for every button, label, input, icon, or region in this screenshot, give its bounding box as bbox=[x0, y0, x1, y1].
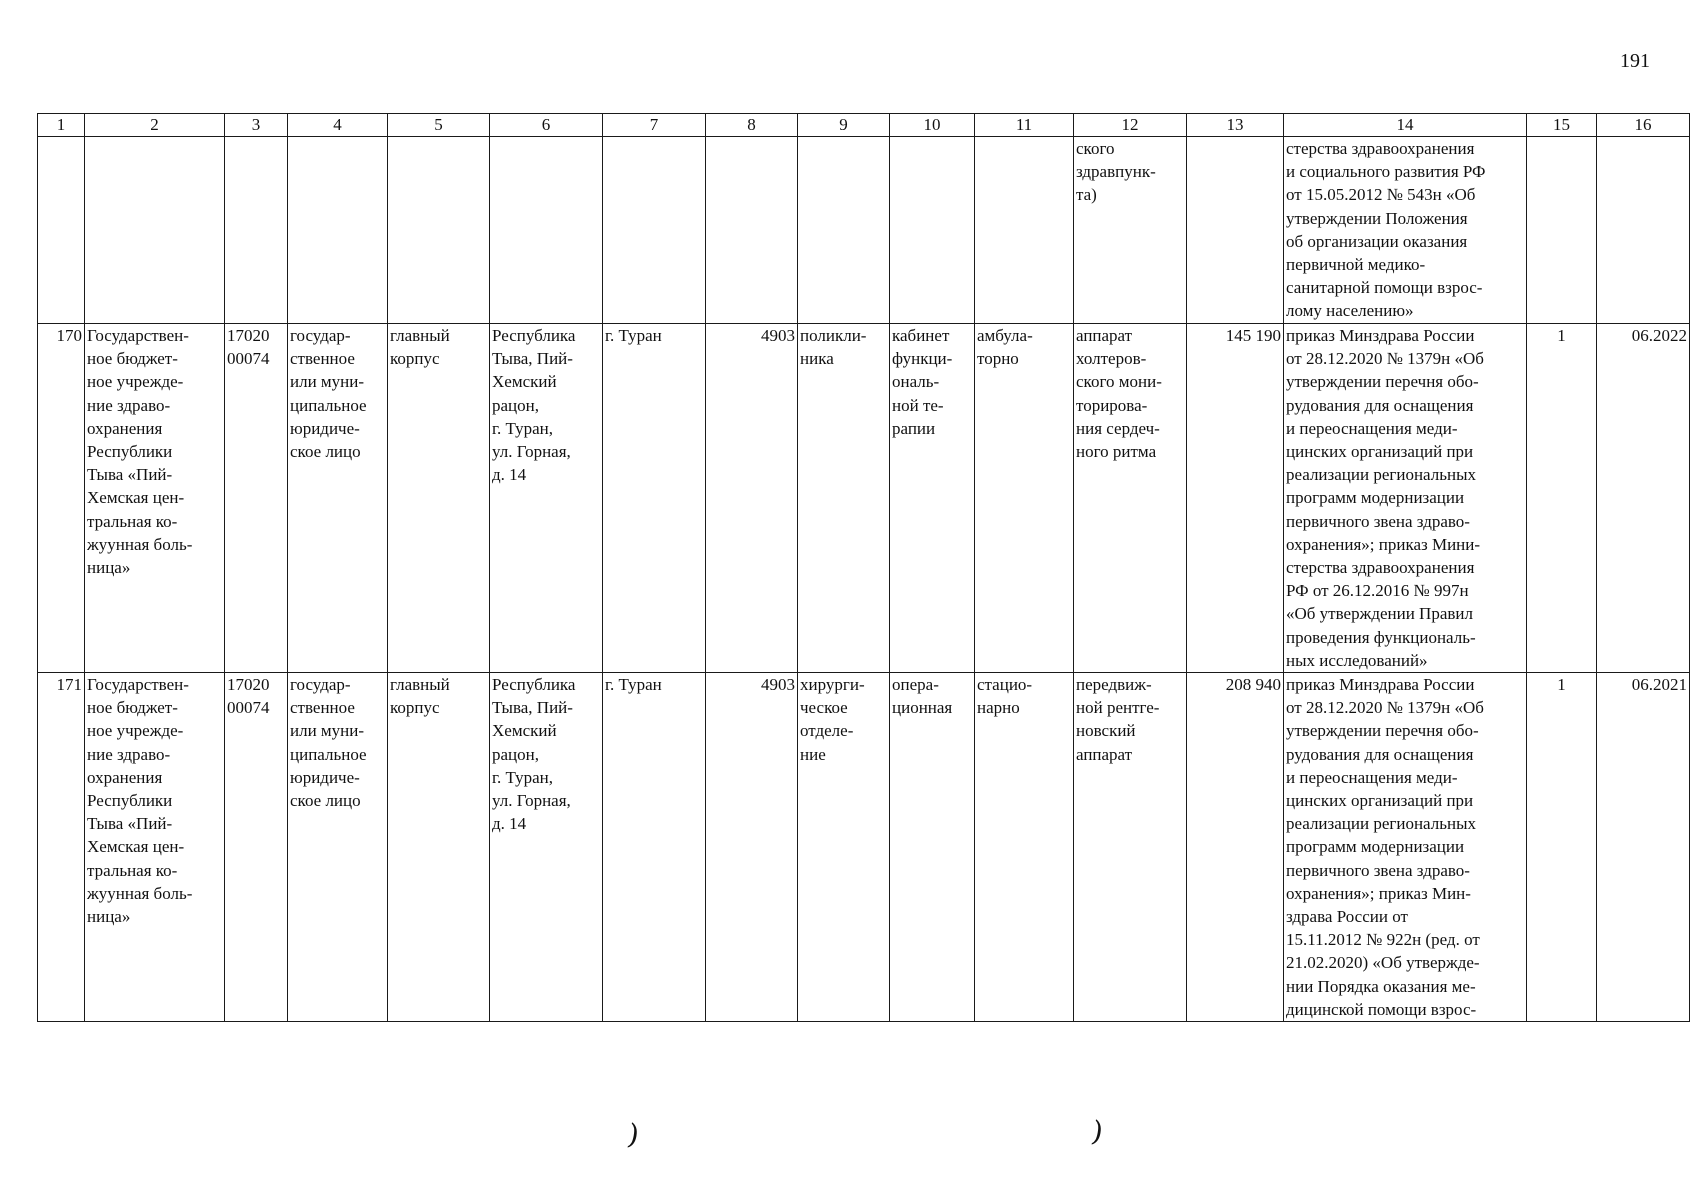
cell-room: кабинет функци- ональ- ной те- рапии bbox=[890, 324, 975, 673]
cell-legal-basis: приказ Минздрава России от 28.12.2020 № 1379н «Об утверждении перечня обо- рудования для оснащения и переоснащения меди- цинских организаций при реализации региональных программ модернизации первичного звена здраво- охранения»; приказ Мин- здрава России от 15.11.2012 № 922н (ред. от 21.02.2020) «Об утвержде- нии Порядка оказания ме- дицинской помощи взрос- bbox=[1284, 673, 1527, 1022]
cell-unit bbox=[798, 137, 890, 324]
cell-quantity bbox=[1527, 137, 1597, 324]
header-cell-7: 7 bbox=[603, 114, 706, 137]
cell-address bbox=[490, 137, 603, 324]
header-cell-14: 14 bbox=[1284, 114, 1527, 137]
document-table bbox=[37, 113, 1690, 1022]
cell-cost bbox=[1187, 137, 1284, 324]
cell-legal-form bbox=[288, 137, 388, 324]
cell-cost: 208 940 bbox=[1187, 673, 1284, 1022]
cell-row-number: 170 bbox=[38, 324, 85, 673]
table-header-row bbox=[38, 114, 1690, 137]
cell-quantity: 1 bbox=[1527, 673, 1597, 1022]
cell-legal-basis: стерства здравоохранения и социального развития РФ от 15.05.2012 № 543н «Об утверждении Положения об организации оказания первичной медико- санитарной помощи взрос- лому населению» bbox=[1284, 137, 1527, 324]
cell-legal-basis: приказ Минздрава России от 28.12.2020 № 1379н «Об утверждении перечня обо- рудования для оснащения и переоснащения меди- цинских организаций при реализации региональных программ модернизации первичного звена здраво- охранения»; приказ Мини- стерства здравоохранения РФ от 26.12.2016 № 997н «Об утверждении Правил проведения функциональ- ных исследований» bbox=[1284, 324, 1527, 673]
cell-code bbox=[225, 137, 288, 324]
cell-code: 17020 00074 bbox=[225, 673, 288, 1022]
cell-equipment: аппарат холтеров- ского мони- торирова- ния сердеч- ного ритма bbox=[1074, 324, 1187, 673]
cell-equipment: передвиж- ной рентге- новский аппарат bbox=[1074, 673, 1187, 1022]
cell-population: 4903 bbox=[706, 324, 798, 673]
cell-code: 17020 00074 bbox=[225, 324, 288, 673]
cell-building: главный корпус bbox=[388, 324, 490, 673]
cell-care-form: стацио- нарно bbox=[975, 673, 1074, 1022]
cell-care-form: амбула- торно bbox=[975, 324, 1074, 673]
cell-population: 4903 bbox=[706, 673, 798, 1022]
header-cell-16: 16 bbox=[1597, 114, 1690, 137]
header-cell-13: 13 bbox=[1187, 114, 1284, 137]
page-number: 191 bbox=[1620, 50, 1650, 72]
cell-row-number: 171 bbox=[38, 673, 85, 1022]
header-cell-8: 8 bbox=[706, 114, 798, 137]
pen-mark-left: ) bbox=[625, 1117, 642, 1152]
cell-equipment: ского здравпунк- та) bbox=[1074, 137, 1187, 324]
table-row-170 bbox=[38, 324, 1690, 673]
header-cell-3: 3 bbox=[225, 114, 288, 137]
cell-row-number bbox=[38, 137, 85, 324]
header-cell-1: 1 bbox=[38, 114, 85, 137]
header-cell-10: 10 bbox=[890, 114, 975, 137]
cell-institution-name: Государствен- ное бюджет- ное учрежде- ние здраво- охранения Республики Тыва «Пий- Хемская цен- тральная ко- жуунная боль- ница» bbox=[85, 673, 225, 1022]
cell-building bbox=[388, 137, 490, 324]
header-cell-15: 15 bbox=[1527, 114, 1597, 137]
cell-address: Республика Тыва, Пий- Хемский рацон, г. Туран, ул. Горная, д. 14 bbox=[490, 673, 603, 1022]
header-cell-9: 9 bbox=[798, 114, 890, 137]
cell-room: опера- ционная bbox=[890, 673, 975, 1022]
cell-unit: поликли- ника bbox=[798, 324, 890, 673]
cell-institution-name bbox=[85, 137, 225, 324]
cell-legal-form: государ- ственное или муни- ципальное юридиче- ское лицо bbox=[288, 324, 388, 673]
pen-mark-right: ) bbox=[1089, 1114, 1106, 1149]
table-row-continuation bbox=[38, 137, 1690, 324]
header-cell-12: 12 bbox=[1074, 114, 1187, 137]
cell-population bbox=[706, 137, 798, 324]
cell-date: 06.2021 bbox=[1597, 673, 1690, 1022]
cell-quantity: 1 bbox=[1527, 324, 1597, 673]
cell-room bbox=[890, 137, 975, 324]
header-cell-5: 5 bbox=[388, 114, 490, 137]
cell-care-form bbox=[975, 137, 1074, 324]
header-cell-4: 4 bbox=[288, 114, 388, 137]
cell-legal-form: государ- ственное или муни- ципальное юридиче- ское лицо bbox=[288, 673, 388, 1022]
cell-locality bbox=[603, 137, 706, 324]
header-cell-6: 6 bbox=[490, 114, 603, 137]
cell-date: 06.2022 bbox=[1597, 324, 1690, 673]
header-cell-11: 11 bbox=[975, 114, 1074, 137]
header-cell-2: 2 bbox=[85, 114, 225, 137]
cell-unit: хирурги- ческое отделе- ние bbox=[798, 673, 890, 1022]
cell-date bbox=[1597, 137, 1690, 324]
table-row-171 bbox=[38, 673, 1690, 1022]
cell-cost: 145 190 bbox=[1187, 324, 1284, 673]
cell-address: Республика Тыва, Пий- Хемский рацон, г. Туран, ул. Горная, д. 14 bbox=[490, 324, 603, 673]
cell-building: главный корпус bbox=[388, 673, 490, 1022]
cell-locality: г. Туран bbox=[603, 673, 706, 1022]
cell-institution-name: Государствен- ное бюджет- ное учрежде- ние здраво- охранения Республики Тыва «Пий- Хемская цен- тральная ко- жуунная боль- ница» bbox=[85, 324, 225, 673]
cell-locality: г. Туран bbox=[603, 324, 706, 673]
